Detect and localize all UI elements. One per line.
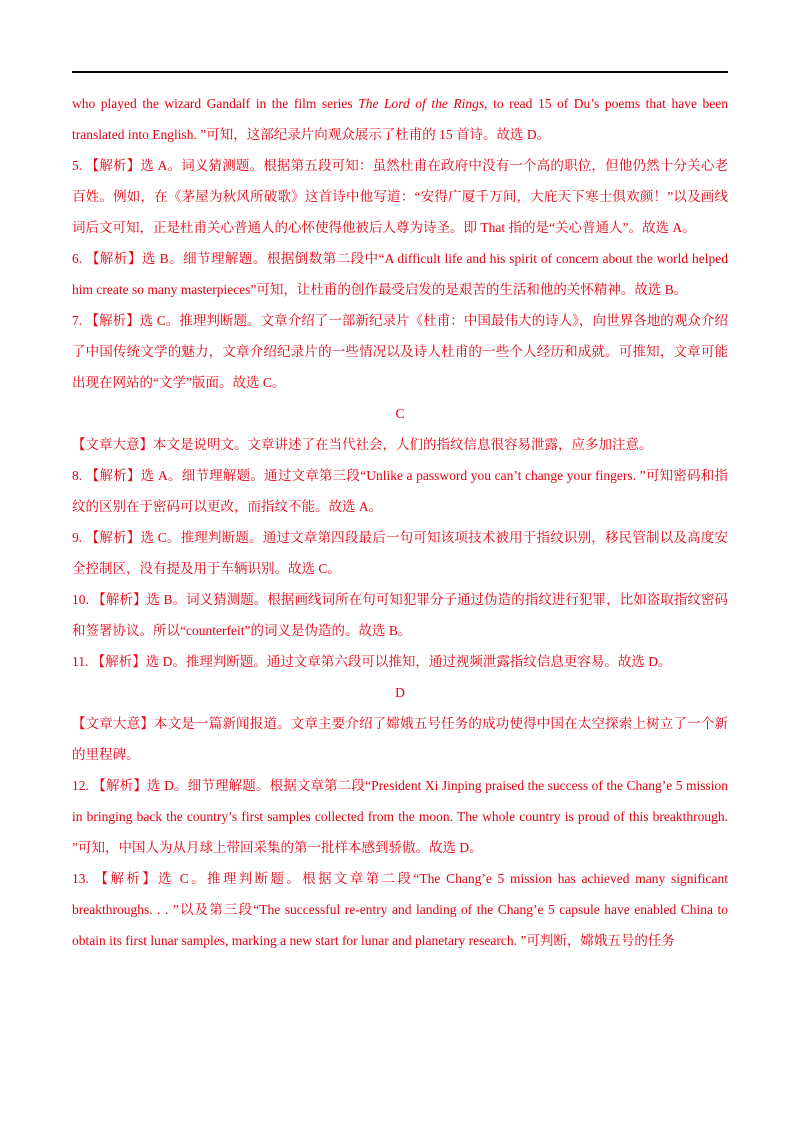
answer-item-8: 8. 【解析】选 A。细节理解题。通过文章第三段“Unlike a password you can’t change your fingers. ”可知密码和指纹的区别在于密码可以更改，而指纹不能。故选 A。	[72, 468, 728, 514]
section-heading-c: C	[395, 406, 405, 421]
answer-item-6: 6. 【解析】选 B。细节理解题。根据倒数第二段中“A difficult life and his spirit of concern about the world helped him create so many masterpieces”可知，让杜甫的创作最受启发的是艰苦的生活和他的关怀精神。故选 B。	[72, 251, 728, 297]
paragraph-text-before: who played the wizard Gandalf in the film series	[72, 96, 359, 111]
section-summary-d: 【文章大意】本文是一篇新闻报道。文章主要介绍了嫦娥五号任务的成功使得中国在太空探索上树立了一个新的里程碑。	[72, 716, 728, 762]
answer-item-13: 13. 【解析】选 C。推理判断题。根据文章第二段“The Chang’e 5 mission has achieved many significant breakthroughs. . . ”以及第三段“The successful re-entry and landing of the Chang’e 5 capsule have enabled China to obtain its first lunar samples, marking a new start for lunar and planetary research. ”可判断，嫦娥五号的任务	[72, 871, 728, 948]
film-title: The Lord of the Rings	[358, 96, 485, 111]
answer-item-5: 5. 【解析】选 A。词义猜测题。根据第五段可知：虽然杜甫在政府中没有一个高的职位，但他仍然十分关心老百姓。例如，在《茅屋为秋风所破歌》这首诗中他写道：“安得广厦千万间，大庇天下寒士俱欢颜！”以及画线词后文可知，正是杜甫关心普通人的心怀使得他被后人尊为诗圣。即 That 指的是“关心普通人”。故选 A。	[72, 158, 728, 235]
answer-item-7: 7. 【解析】选 C。推理判断题。文章介绍了一部新纪录片《杜甫：中国最伟大的诗人》，向世界各地的观众介绍了中国传统文学的魅力，文章介绍纪录片的一些情况以及诗人杜甫的一些个人经历和成就。可推知，文章可能出现在网站的“文学”版面。故选 C。	[72, 313, 728, 390]
answer-item-12: 12. 【解析】选 D。细节理解题。根据文章第二段“President Xi Jinping praised the success of the Chang’e 5 mission in bringing back the country’s first samples collected from the moon. The whole country is proud of this breakthrough. ”可知，中国人为从月球上带回采集的第一批样本感到骄傲。故选 D。	[72, 778, 728, 855]
section-summary-c: 【文章大意】本文是说明文。文章讲述了在当代社会，人们的指纹信息很容易泄露，应多加注意。	[72, 437, 653, 452]
paragraph-text-after: , to read 15 of Du’s poems that have been translated into English. ”可知，这部纪录片向观众展示了杜甫的 15 首诗。故选 D。	[72, 96, 728, 142]
section-heading-d: D	[395, 685, 405, 700]
answer-explanations	[72, 88, 728, 956]
paragraph-continuation	[72, 88, 728, 150]
answer-item-11: 11. 【解析】选 D。推理判断题。通过文章第六段可以推知，通过视频泄露指纹信息更容易。故选 D。	[72, 654, 672, 669]
answer-item-9: 9. 【解析】选 C。推理判断题。通过文章第四段最后一句可知该项技术被用于指纹识别，移民管制以及高度安全控制区，没有提及用于车辆识别。故选 C。	[72, 530, 728, 576]
answer-item-10: 10. 【解析】选 B。词义猜测题。根据画线词所在句可知犯罪分子通过伪造的指纹进行犯罪，比如盗取指纹密码和签署协议。所以“counterfeit”的词义是伪造的。故选 B。	[72, 592, 728, 638]
header-rule	[72, 71, 728, 73]
